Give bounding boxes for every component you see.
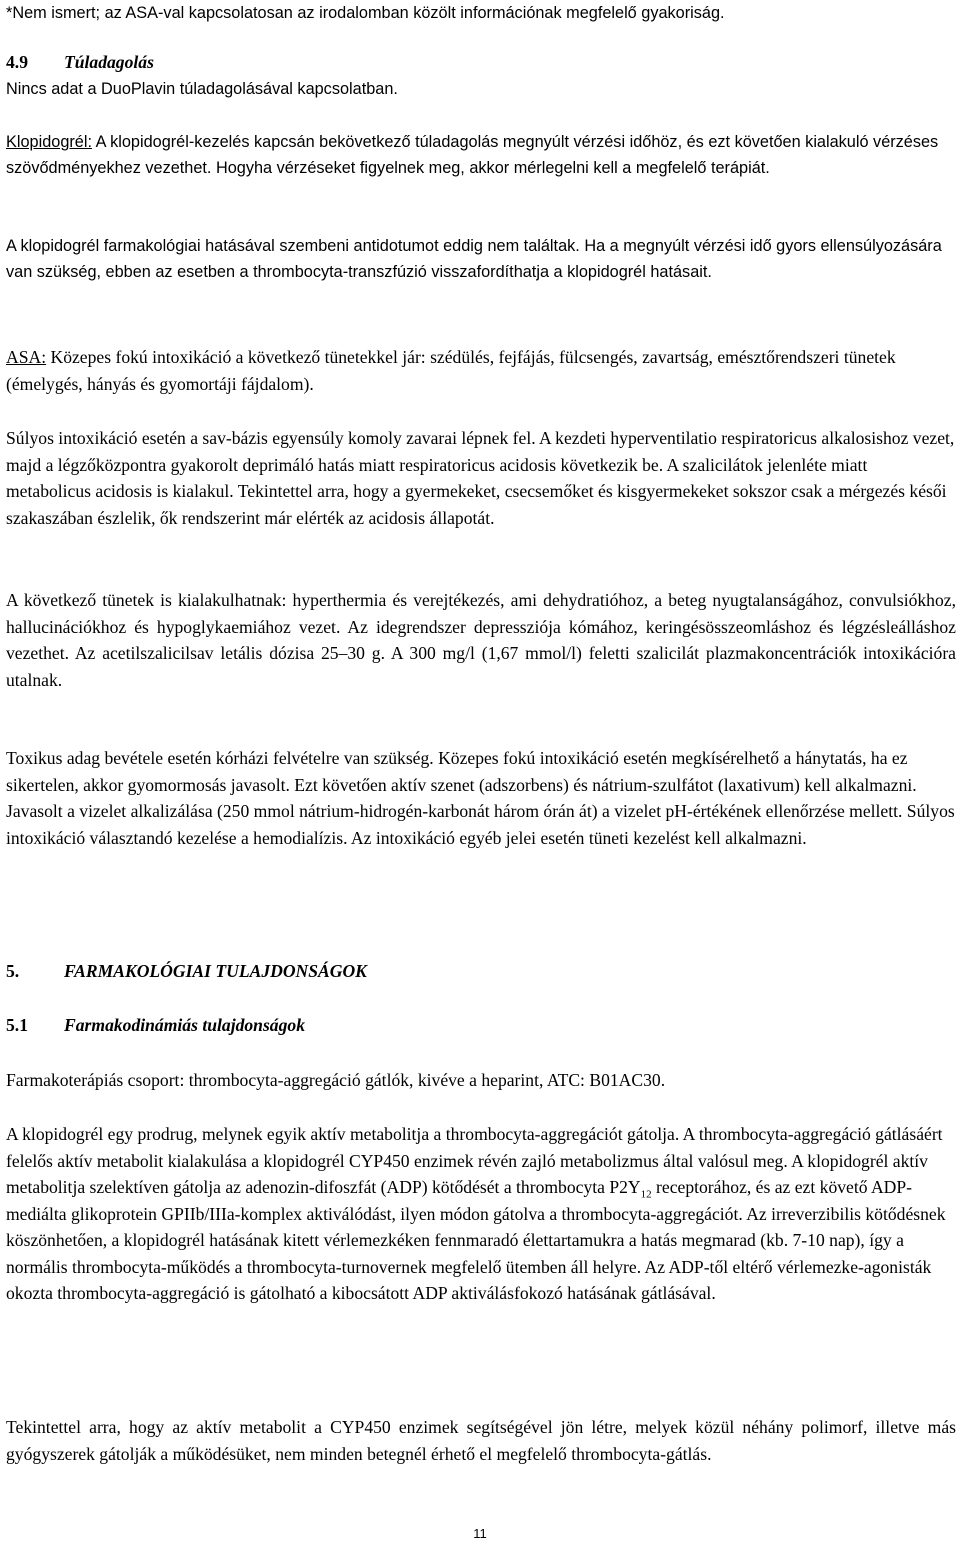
section-number: 5. [6, 961, 20, 981]
p2y12-subscript: 12 [640, 1188, 652, 1201]
asa-label: ASA: [6, 347, 47, 367]
mechanism-text-a: A klopidogrél egy prodrug, melynek egyik aktív metabolitja a thrombocyta-aggregációt gátolja. A thrombocyta-aggregáció gátlásáért felelős aktív metabolit kialakulása a klopidogrél CYP450 enzimek révén zajló metabolizmus által valósul meg. A klopidogrél aktív metabolitja szelektíven gátolja az adenozin-difoszfát (ADP) kötődését a thrombocyta P2Y [6, 1124, 943, 1197]
asa-paragraph-4: Toxikus adag bevétele esetén kórházi felvételre van szükség. Közepes fokú intoxikáció esetén megkísérelhető a hánytatás, ha ez sikertelen, akkor gyomormosás javasolt. Ezt követően aktív szenet (adszorbens) és nátrium-szulfátot (laxativum) kell alkalmazni. Javasolt a vizelet alkalizálása (250 mmol nátrium-hidrogén-karbonát három órán át) a vizelet pH-értékének ellenőrzése mellett. Súlyos intoxikáció választandó kezelése a hemodialízis. Az intoxikáció egyéb jelei esetén tüneti kezelést kell alkalmazni. [6, 748, 955, 848]
clopidogrel-paragraph-1 [6, 129, 956, 181]
section-5-heading [6, 958, 956, 985]
mechanism-paragraph [6, 1121, 956, 1307]
polymorphism-paragraph: Tekintettel arra, hogy az aktív metabolit a CYP450 enzimek segítségével jön létre, melyek közül néhány polimorf, illetve más gyógyszerek gátolják a működésüket, nem minden betegnél érhető el megfelelő thrombocyta-gátlás. [6, 1417, 956, 1464]
clopidogrel-paragraph-2: A klopidogrél farmakológiai hatásával szembeni antidotumot eddig nem találtak. Ha a megnyúlt vérzési idő gyors ellensúlyozására van szükség, ebben az esetben a thrombocyta-transzfúzió visszafordíthatja a klopidogrél hatásait. [6, 237, 942, 281]
footnote: *Nem ismert; az ASA-val kapcsolatosan az irodalomban közölt információnak megfelelő gyakoriság. [6, 4, 725, 22]
mechanism-text-b: receptorához, és az ezt követő ADP-mediálta glikoprotein GPIIb/IIIa-komplex aktiválódást, ilyen módon gátolva a thrombocyta-aggregációt. Az irreverzibilis kötődésnek köszönhetően, a klopidogrél hatásának kitett vérlemezkéken fennmaradó élettartamukra a hatás megmarad (kb. 7-10 nap), így a normális thrombocyta-működés a thrombocyta-turnovernek megfelelő ütemben áll helyre. Az ADP-től eltérő vérlemezke-agonisták okozta thrombocyta-aggregáció is gátolható a kibocsátott ADP aktiválásfokozó hatásának gátlásával. [6, 1177, 946, 1303]
asa-paragraph-1 [6, 344, 956, 397]
section-title: Farmakodinámiás tulajdonságok [64, 1015, 305, 1035]
section-4-9-heading [6, 49, 956, 76]
clopidogrel-label: Klopidogrél: [6, 133, 92, 151]
section-number: 5.1 [6, 1015, 28, 1035]
asa-paragraph-2: Súlyos intoxikáció esetén a sav-bázis egyensúly komoly zavarai lépnek fel. A kezdeti hyperventilatio respiratoricus alkalosishoz vezet, majd a légzőközpontra gyakorolt deprimáló hatás miatt respiratoricus acidosis következik be. A szalicilátok jelenléte miatt metabolicus acidosis is kialakul. Tekintettel arra, hogy a gyermekeket, csecsemőket és kisgyermekeket sokszor csak a mérgezés késői szakaszában észlelik, ők rendszerint már elérték az acidosis állapotát. [6, 428, 955, 528]
page-number: 11 [473, 1526, 487, 1541]
section-number: 4.9 [6, 52, 28, 72]
asa-text: Közepes fokú intoxikáció a következő tünetekkel jár: szédülés, fejfájás, fülcsengés, zavartság, emésztőrendszeri tünetek (émelygés, hányás és gyomortáji fájdalom). [6, 347, 896, 394]
asa-paragraph-3: A következő tünetek is kialakulhatnak: hyperthermia és verejtékezés, ami dehydratióhoz, a beteg nyugtalanságához, convulsiókhoz, hallucinációkhoz és hypoglykaemiához vezet. Az idegrendszer depressziója kómához, keringésösszeomláshoz és légzésleálláshoz vezethet. Az acetilszalicilsav letális dózisa 25–30 g. A 300 mg/l (1,67 mmol/l) feletti szalicilát plazmakoncentrációk intoxikációra utalnak. [6, 590, 956, 690]
overdose-intro: Nincs adat a DuoPlavin túladagolásával kapcsolatban. [6, 80, 398, 98]
section-title: FARMAKOLÓGIAI TULAJDONSÁGOK [64, 961, 367, 981]
section-title: Túladagolás [64, 52, 154, 72]
clopidogrel-text: A klopidogrél-kezelés kapcsán bekövetkező túladagolás megnyúlt vérzési időhöz, és ezt követően kialakuló vérzéses szövődményekhez vezethet. Hogyha vérzéseket figyelnek meg, akkor mérlegelni kell a megfelelő terápiát. [6, 133, 939, 177]
pharmacotherapeutic-group: Farmakoterápiás csoport: thrombocyta-aggregáció gátlók, kivéve a heparint, ATC: B01AC30. [6, 1070, 666, 1090]
section-5-1-heading [6, 1012, 956, 1039]
